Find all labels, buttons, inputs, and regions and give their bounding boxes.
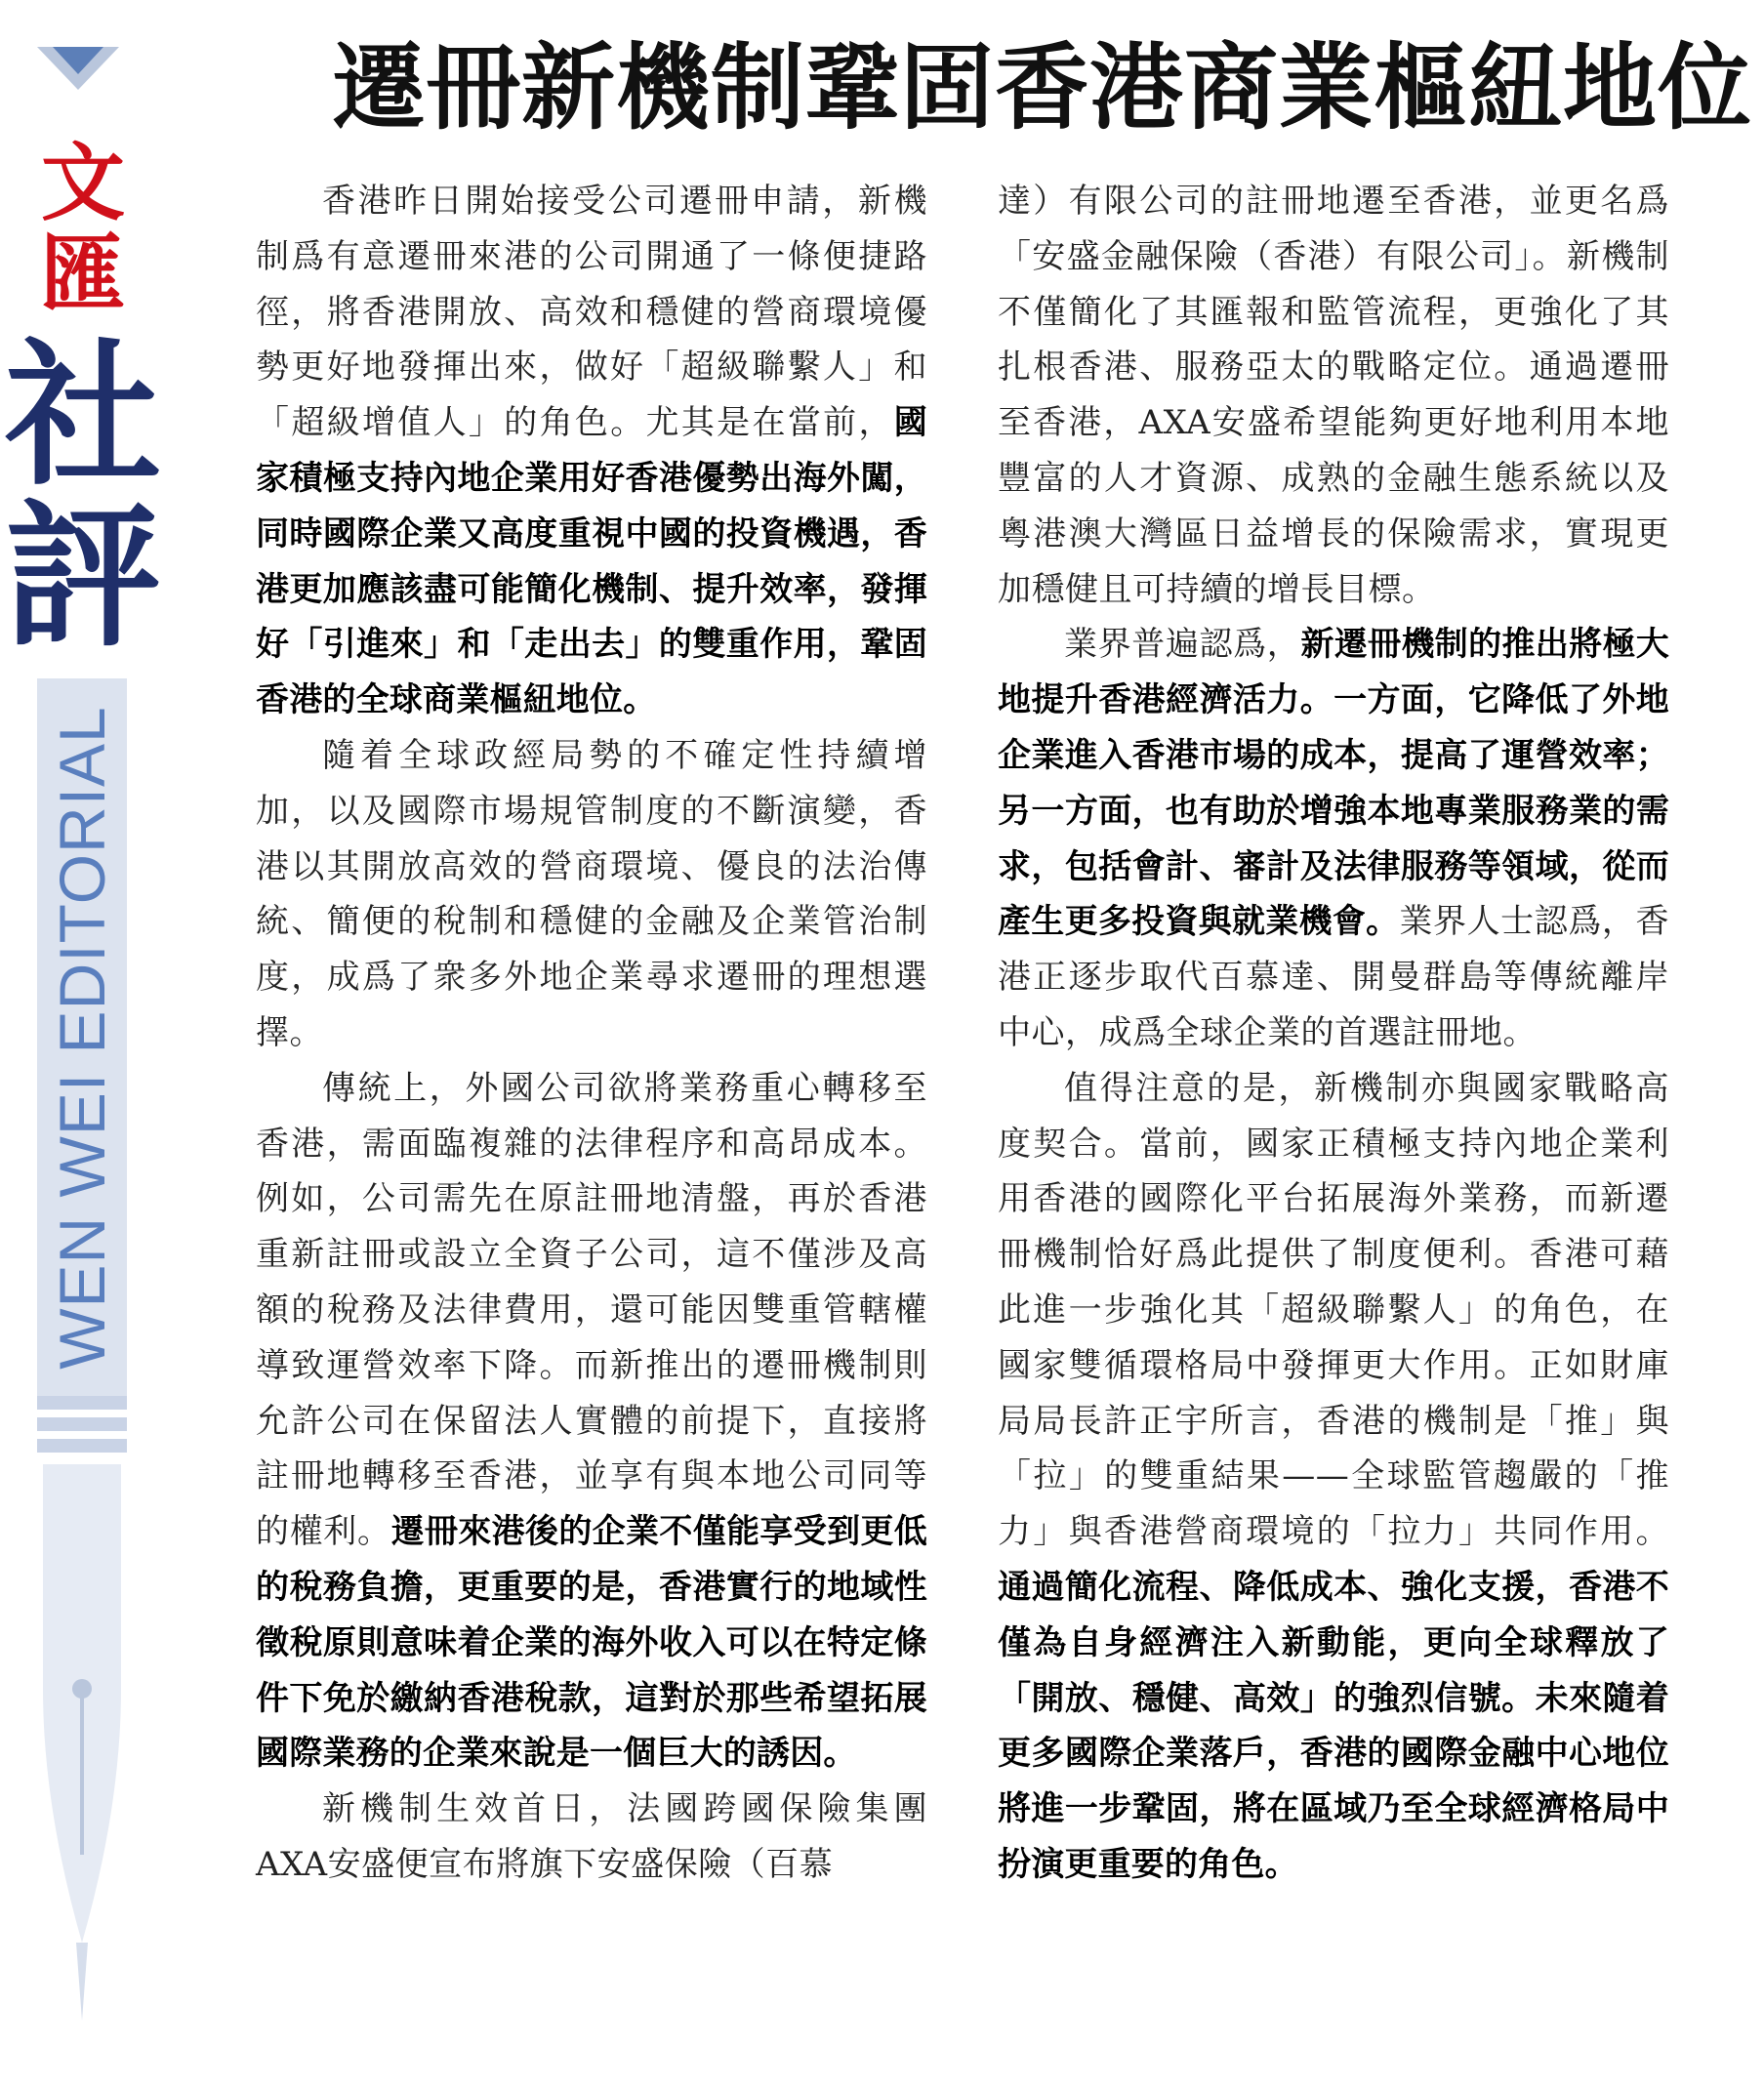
editorial-masthead	[0, 0, 166, 2089]
triangle-marker-inner-icon	[53, 47, 103, 74]
paragraph-2	[256, 728, 927, 1061]
vertical-label: WEN WEI EDITORIAL	[46, 705, 119, 1370]
paragraph-5-emphasis: 新遷冊機制的推出將極大地提升香港經濟活力。一方面，它降低了外地企業進入香港市場的成本，提高了運營效率；另一方面，也有助於增強本地專業服務業的需求，包括會計、審計及法律服務等領域，從而產生更多投資與就業機會。	[998, 625, 1670, 942]
paragraph-6-text: 值得注意的是，新機制亦與國家戰略高度契合。當前，國家正積極支持內地企業利用香港的國際化平台拓展海外業務，而新遷冊機制恰好爲此提供了制度便利。香港可藉此進一步強化其「超級聯繫人」的角色，在國家雙循環格局中發揮更大作用。正如財庫局局長許正宇所言，香港的機制是「推」與「拉」的雙重結果——全球監管趨嚴的「推力」與香港營商環境的「拉力」共同作用。	[998, 1068, 1669, 1552]
paragraph-4-text-continued: 達）有限公司的註冊地遷至香港，並更名爲「安盛金融保險（香港）有限公司」。新機制不僅簡化了其匯報和監管流程，更強化了其扎根香港、服務亞太的戰略定位。通過遷冊至香港，AXA安盛希望能夠更好地利用本地豐富的人才資源、成熟的金融生態系統以及粵港澳大灣區日益增長的保險需求，實現更加穩健且可持續的增長目標。	[998, 182, 1669, 609]
paragraph-6-emphasis: 通過簡化流程、降低成本、強化支援，香港不僅為自身經濟注入新動能，更向全球釋放了「開放、穩健、高效」的強烈信號。未來隨着更多國際企業落戶，香港的國際金融中心地位將進一步鞏固，將在區域乃至全球經濟格局中扮演更重要的角色。	[998, 1567, 1669, 1884]
vertical-label-wrap	[37, 678, 127, 1396]
paragraph-4-start	[256, 1782, 927, 1893]
paragraph-2-text: 隨着全球政經局勢的不確定性持續增加，以及國際市場規管制度的不斷演變，香港以其開放高效的營商環境、優良的法治傳統、簡便的稅制和穩健的金融及企業管治制度，成爲了衆多外地企業尋求遷冊的理想選擇。	[256, 735, 927, 1052]
paragraph-1-text: 香港昨日開始接受公司遷冊申請，新機制爲有意遷冊來港的公司開通了一條便捷路徑，將香港開放、高效和穩健的營商環境優勢更好地發揮出來，做好「超級聯繫人」和「超級增值人」的角色。尤其是在當前，	[256, 182, 927, 443]
headline: 遷冊新機制鞏固香港商業樞紐地位	[332, 32, 1752, 143]
brand-char-wen: 文	[41, 134, 125, 232]
paragraph-5-text: 業界人士認爲，香港正逐步取代百慕達、開曼群島等傳統離岸中心，成爲全球企業的首選註冊地。	[998, 902, 1669, 1052]
paragraph-4-continued	[998, 174, 1669, 617]
column-title-char-she: 社	[4, 323, 161, 507]
paragraph-5	[998, 617, 1669, 1060]
paragraph-4-text-start: 新機制生效首日，法國跨國保險集團AXA安盛便宣布將旗下安盛保險（百慕	[256, 1789, 927, 1884]
column-title-char-ping: 評	[4, 484, 161, 668]
article-column-left	[256, 174, 927, 1893]
paragraph-3	[256, 1061, 927, 1782]
paragraph-3-text: 傳統上，外國公司欲將業務重心轉移至香港，需面臨複雜的法律程序和高昂成本。例如，公司需先在原註冊地清盤，再於香港重新註冊或設立全資子公司，這不僅涉及高額的稅務及法律費用，還可能因雙重管轄權導致運營效率下降。而新推出的遷冊機制則允許公司在保留法人實體的前提下，直接將註冊地轉移至香港，並享有與本地公司同等的權利。	[256, 1068, 927, 1552]
fountain-pen-icon	[37, 1396, 127, 2030]
paragraph-1	[256, 174, 927, 728]
brand-char-hui: 匯	[41, 225, 125, 323]
paragraph-6	[998, 1061, 1669, 1893]
paragraph-3-emphasis: 遷冊來港後的企業不僅能享受到更低的稅務負擔，更重要的是，香港實行的地域性徵稅原則意味着企業的海外收入可以在特定條件下免於繳納香港稅款，這對於那些希望拓展國際業務的企業來說是一個巨大的誘因。	[256, 1512, 928, 1774]
paragraph-5-lead: 業界普遍認爲，	[1064, 625, 1301, 665]
paragraph-1-emphasis: 國家積極支持內地企業用好香港優勢出海外闖，同時國際企業又高度重視中國的投資機遇，香港更加應該盡可能簡化機制、提升效率，發揮好「引進來」和「走出去」的雙重作用，鞏固香港的全球商業樞紐地位。	[256, 403, 927, 720]
article-column-right	[998, 174, 1669, 1893]
